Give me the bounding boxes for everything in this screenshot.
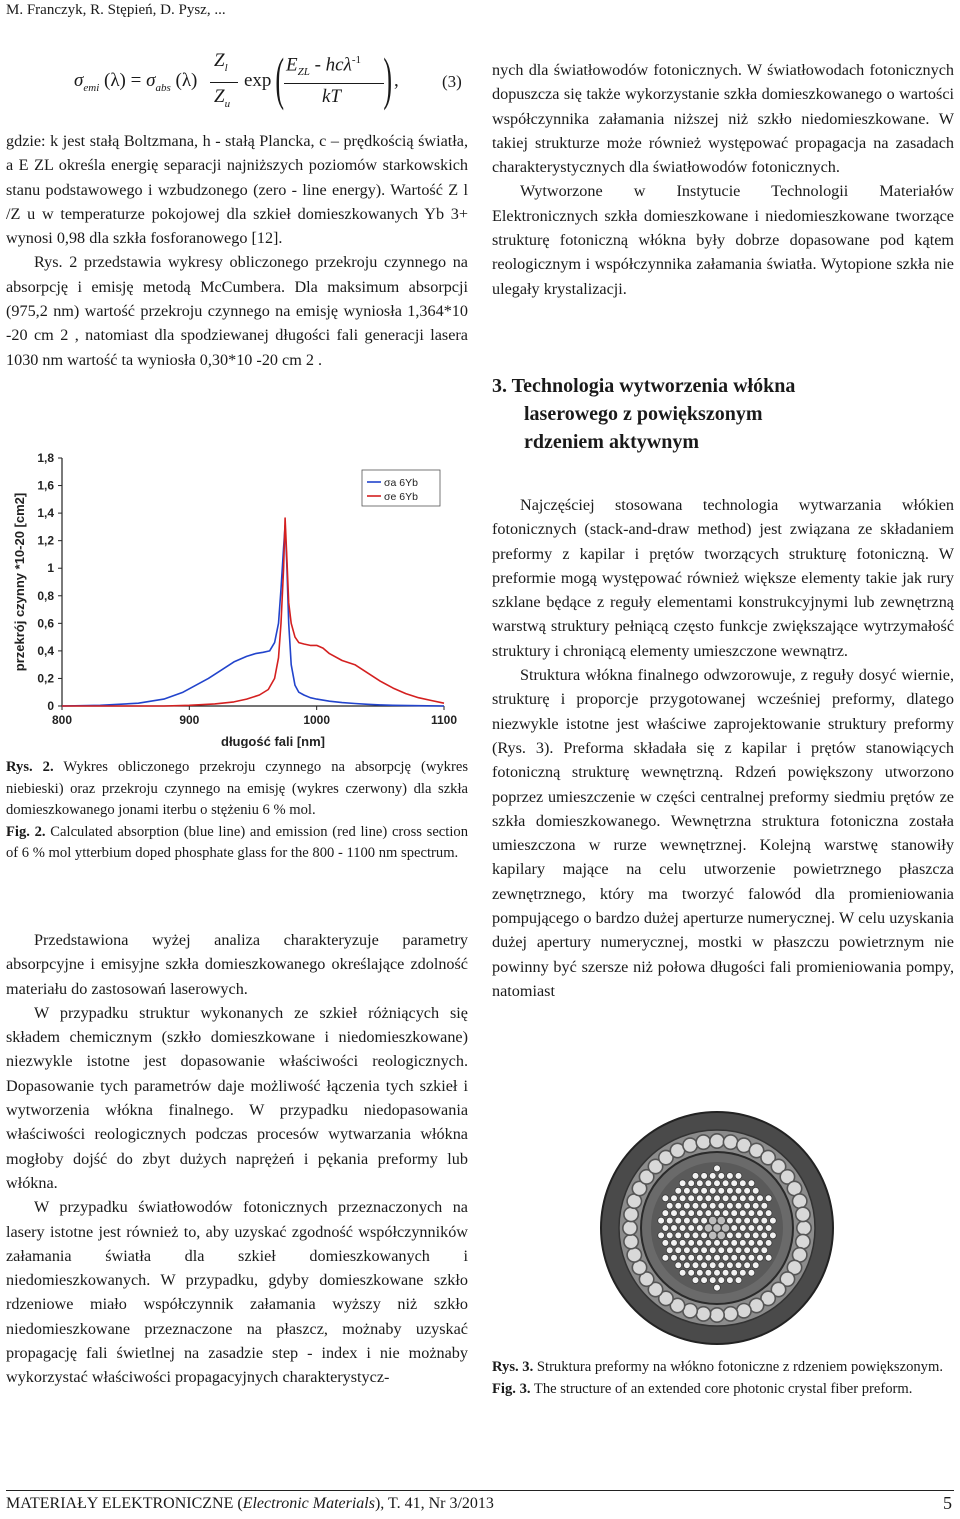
lattice-capillary [671,1254,678,1261]
right-column-top [492,58,954,301]
lattice-capillary [696,1254,703,1261]
figure-3-text-pl: Struktura preformy na włókno fotoniczne z rdzeniem powiększonym. [536,1359,943,1375]
lattice-capillary [679,1210,686,1217]
right-paragraph-4: Struktura włókna finalnego odwzorowuje, z reguły dosyć wiernie, strukturę i proporcje przygotowanej wcześniej preformy, dlatego niezwykle istotne jest właściwe zaprojektowanie struktury preformy (Rys. 3). Preforma składała się z kapilar i prętów stanowiących fotoniczną strukturę wewnętrzną. Rdzeń powiększony utworzono poprzez umieszczenie w części centralnej preformy siedmiu prętów ze szkła domieszkowanego. Wewnętrzna struktura fotoniczna została umieszczona w rurze wewnętrznej. Kolejną warstwę stanowiły kapilary mające na celu utworzenie powietrznego płaszcza zewnętrznego, który ma tworzyć falowód dla promieniowania pompującego o bardzo dużej aperturze numerycznej. W celu uzyskania dużej apertury numerycznej, mostki w płaszczu powietrznym nie powinny być szersze niż połowa długości fali promieniowania pompy, natomiast [492,666,954,1000]
air-capillary [696,1307,710,1321]
footer-page-number: 5 [943,1493,952,1513]
series-line-emission [62,518,444,706]
figure-3-preform-image [532,1108,902,1348]
section-heading-line-1: 3. Technologia wytworzenia włókna [492,375,796,397]
air-capillary [796,1234,810,1248]
lattice-capillary [709,1187,716,1194]
lattice-capillary [701,1187,708,1194]
lattice-capillary [671,1225,678,1232]
lattice-capillary [748,1210,755,1217]
lattice-capillary [696,1225,703,1232]
lattice-capillary [666,1202,673,1209]
lattice-capillary [666,1247,673,1254]
air-capillary [793,1194,807,1208]
left-column-top [6,129,468,372]
core-rod [717,1216,725,1224]
lattice-capillary [761,1247,768,1254]
lattice-capillary [701,1173,708,1180]
lattice-capillary [718,1187,725,1194]
lattice-capillary [658,1232,665,1239]
lattice-capillary [727,1202,734,1209]
figure-2-caption-en [6,822,468,865]
lattice-capillary [722,1254,729,1261]
lattice-capillary [718,1277,725,1284]
air-capillary [797,1221,811,1235]
lattice-capillary [735,1277,742,1284]
equation-3 [30,46,470,124]
lattice-capillary [662,1240,669,1247]
lattice-capillary [696,1180,703,1187]
lattice-capillary [722,1195,729,1202]
lattice-capillary [696,1210,703,1217]
lattice-capillary [748,1240,755,1247]
y-tick-label: 0,2 [37,671,54,686]
y-tick-label: 1,6 [37,478,54,493]
lattice-capillary [671,1210,678,1217]
lattice-capillary [705,1180,712,1187]
lattice-capillary [757,1254,764,1261]
lattice-capillary [727,1217,734,1224]
lattice-capillary [679,1195,686,1202]
lattice-capillary [662,1195,669,1202]
air-capillary [683,1138,697,1152]
lattice-capillary [692,1232,699,1239]
lattice-capillary [709,1277,716,1284]
lattice-capillary [709,1262,716,1269]
x-axis-label: długość fali [nm] [221,734,325,748]
figure-3-label-pl: Rys. 3. [492,1359,534,1375]
lattice-capillary [709,1202,716,1209]
lattice-capillary [688,1240,695,1247]
lattice-capillary [739,1195,746,1202]
air-capillary [796,1207,810,1221]
eq-frac1-den-sub: u [224,97,231,110]
lattice-capillary [752,1217,759,1224]
lattice-capillary [718,1173,725,1180]
air-capillary [623,1221,637,1235]
air-capillary [627,1248,641,1262]
left-paragraph-5: W przypadku światłowodów fotonicznych przeznaczonych na lasery istotne jest również to, aby uzyskać zgodność współczynników załamania światła dla szkieł domieszkowanych i niedomieszkowanych. W przypadku, gdyby domieszkowane szkło rdzeniowe miało współczynnik załamania wyższy niż szkło niedomieszkowane przeznaczone na płaszcz, możnaby uzyskać propagację fali świetlnej na zasadzie step - index i nie możnaby wykorzystać właściwości propagacyjnych charakterystycz- [6,1198,468,1387]
right-paragraph-2: Wytworzone w Instytucie Technologii Materiałów Elektronicznych szkła domieszkowane i niedomieszkowane tworzące strukturę fotoniczną włókna były dobrze dopasowane pod kątem reologicznym i współczynnika załamania światła. Wytopione szkła nie ulegały krystalizacji. [492,182,954,298]
figure-2-text-en: Calculated absorption (blue line) and emission (red line) cross section of 6 % mol ytterbium doped phosphate glass for the 800 - 1100 nm spectrum. [6,823,468,861]
lattice-capillary [684,1232,691,1239]
lattice-capillary [714,1240,721,1247]
core-rod [709,1216,717,1224]
lattice-capillary [718,1247,725,1254]
lattice-capillary [722,1180,729,1187]
lattice-capillary [735,1247,742,1254]
lattice-capillary [757,1240,764,1247]
series-line-absorption [62,526,444,707]
lattice-capillary [735,1232,742,1239]
lattice-capillary [684,1187,691,1194]
footer-journal [6,1495,494,1513]
figure-2-label-pl: Rys. 2. [6,759,54,775]
eq-sigma-abs-sub: abs [155,81,171,94]
lattice-capillary [705,1195,712,1202]
core-rod [713,1224,721,1232]
left-paragraph-4: W przypadku struktur wykonanych ze szkieł różniących się składem chemicznym (szkło domieszkowane i niedomieszkowane) niezwykle istotne jest dopasowanie właściwości reologicznych. Dopasowanie tych parametrów daje możliwość łączenia tych szkieł i wytworzenia włókna finalnego. W przypadku niedopasowania właściwości reologicznych podczas procesów wytwarzania włókna mogłoby dojść do zbyt dużych naprężeń i pękania preformy lub włókna. [6,1003,468,1192]
lattice-capillary [714,1195,721,1202]
lattice-capillary [692,1187,699,1194]
eq-frac2-e-sub: ZL [297,66,310,79]
lattice-capillary [752,1187,759,1194]
lattice-capillary [692,1173,699,1180]
lattice-capillary [688,1269,695,1276]
lattice-capillary [666,1232,673,1239]
y-tick-label: 0,6 [37,616,54,631]
left-paragraph-3: Przedstawiona wyżej analiza charakteryzuje parametry absorpcyjne i emisyjne szkła domieszkowanego określające zdolność materiału do zastosowań laserowych. [6,931,468,998]
lattice-capillary [701,1262,708,1269]
lattice-capillary [722,1240,729,1247]
lattice-capillary [679,1269,686,1276]
lattice-capillary [739,1180,746,1187]
lattice-capillary [735,1187,742,1194]
core-rod [704,1224,712,1232]
section-heading-line-3: rdzeniem aktywnym [524,431,699,453]
x-tick-label: 1100 [430,713,458,727]
lattice-capillary [684,1247,691,1254]
lattice-capillary [735,1262,742,1269]
left-paragraph-2: Rys. 2 przedstawia wykresy obliczonego przekroju czynnego na absorpcję i emisję metodą McCumbera. Dla maksimum absorpcji (975,2 nm) wartość przekroju czynnego na emisję wyniosła 1,364*10 -20 cm 2 , natomiast dla spodziewanej długości fali generacji lasera 1030 nm wartość ta wyniosła 0,30*10 -20 cm 2 . [6,253,468,369]
x-tick-label: 800 [51,713,73,727]
lattice-capillary [744,1202,751,1209]
lattice-capillary [692,1262,699,1269]
lattice-capillary [731,1269,738,1276]
lattice-capillary [679,1254,686,1261]
lattice-capillary [696,1269,703,1276]
lattice-capillary [688,1254,695,1261]
lattice-capillary [701,1217,708,1224]
lattice-capillary [744,1247,751,1254]
lattice-capillary [739,1210,746,1217]
lattice-capillary [731,1195,738,1202]
lattice-capillary [735,1173,742,1180]
air-capillary [710,1308,724,1322]
eq-equals: = [130,70,142,91]
lattice-capillary [761,1217,768,1224]
core-rod [717,1231,725,1239]
legend-label-emission: σe 6Yb [384,491,418,503]
figure-3-caption-pl [492,1357,954,1379]
lattice-capillary [714,1165,721,1172]
footer-journal-italic: Electronic Materials [242,1495,375,1512]
lattice-capillary [739,1254,746,1261]
left-column-bottom [6,928,468,1390]
lattice-capillary [692,1217,699,1224]
lattice-capillary [705,1269,712,1276]
figure-3-text-en: The structure of an extended core photonic crystal fiber preform. [533,1380,913,1397]
lattice-capillary [752,1232,759,1239]
air-capillary [624,1234,638,1248]
lattice-capillary [744,1262,751,1269]
lattice-capillary [701,1247,708,1254]
lattice-capillary [727,1187,734,1194]
lattice-capillary [744,1217,751,1224]
lattice-capillary [671,1240,678,1247]
lattice-capillary [705,1254,712,1261]
lattice-capillary [701,1202,708,1209]
eq-frac1-bar [210,82,238,83]
eq-frac1-den: Z [214,86,225,107]
lattice-capillary [688,1180,695,1187]
x-tick-label: 1000 [303,713,331,727]
lattice-capillary [722,1210,729,1217]
right-paragraph-1: nych dla światłowodów fotonicznych. W światłowodach fotonicznych dopuszcza się także wykorzystanie szkła domieszkowanego o wartości współczynnika załamania niższej niż szkło niedomieszkowane. W takiej strukturze może również występować propagacja na zasadach charakterystycznych dla światłowodów fotonicznych. [492,61,954,177]
y-tick-label: 0,8 [37,588,54,603]
lattice-capillary [727,1173,734,1180]
lattice-capillary [727,1262,734,1269]
left-paragraph-1: gdzie: k jest stałą Boltzmana, h - stałą Plancka, c – prędkością światła, a E ZL określa energię separacji najniższych poziomów starkowskich stanu podstawowego i wzbudzonego (zero - line energy). Wartość Z l /Z u w temperaturze pokojowej dla szkieł domieszkowanych Yb 3+ wynosi 0,98 dla szkła fosforanowego [12]. [6,132,468,248]
lattice-capillary [692,1247,699,1254]
lattice-capillary [714,1284,721,1291]
lattice-capillary [739,1269,746,1276]
lattice-capillary [675,1202,682,1209]
lattice-capillary [688,1225,695,1232]
lattice-capillary [731,1210,738,1217]
lattice-capillary [748,1225,755,1232]
y-tick-label: 1,4 [37,506,54,521]
eq-frac2-den: kT [322,86,341,107]
lattice-capillary [709,1247,716,1254]
section-3-heading [492,372,954,456]
eq-frac2-hc: - hcλ [309,54,352,76]
lattice-capillary [662,1254,669,1261]
right-paragraph-3: Najczęściej stosowana technologia wytwarzania włókien fotonicznych (stack-and-draw method) jest związana ze składaniem preformy z kapilar i prętów tworzących strukturę fotoniczną. W preformie mogą występować również większe elementy takie jak rury szklane będące z reguły elementami konstrukcyjnymi lub zewnętrzną warstwą struktury pełniącą często funkcje zwiększające wytrzymałość struktury i chroniącą elementy umieszczone wewnątrz. [492,496,954,660]
air-capillary [723,1135,737,1149]
lattice-capillary [727,1232,734,1239]
lattice-capillary [752,1247,759,1254]
lattice-capillary [761,1232,768,1239]
eq-sigma-abs: σ [146,70,156,91]
eq-frac2-e: E [286,54,298,76]
air-capillary [723,1307,737,1321]
figure-2-label-en: Fig. 2. [6,823,46,840]
lattice-capillary [675,1232,682,1239]
lattice-capillary [718,1262,725,1269]
lattice-capillary [727,1277,734,1284]
lattice-capillary [705,1210,712,1217]
lattice-capillary [679,1225,686,1232]
air-capillary [737,1304,751,1318]
lattice-capillary [684,1217,691,1224]
footer-journal-a: MATERIAŁY ELEKTRONICZNE ( [6,1495,243,1512]
lattice-capillary [765,1210,772,1217]
core-rod [721,1224,729,1232]
lattice-capillary [714,1269,721,1276]
lattice-capillary [752,1262,759,1269]
eq-paren-close: ) [383,46,393,111]
y-tick-label: 1,8 [37,451,54,465]
right-column-body [492,493,954,1003]
lattice-capillary [662,1225,669,1232]
lattice-capillary [765,1254,772,1261]
lattice-capillary [714,1210,721,1217]
lattice-capillary [714,1180,721,1187]
lattice-capillary [696,1195,703,1202]
lattice-capillary [658,1217,665,1224]
lattice-capillary [688,1195,695,1202]
lattice-capillary [735,1217,742,1224]
lattice-capillary [696,1240,703,1247]
legend-label-absorption: σa 6Yb [384,477,418,489]
lattice-capillary [765,1225,772,1232]
eq-frac2-bar [284,83,384,84]
footer-journal-b: ), T. 41, Nr 3/2013 [374,1495,494,1512]
lattice-capillary [731,1254,738,1261]
lattice-capillary [705,1240,712,1247]
y-tick-label: 1,2 [37,533,54,548]
air-capillary [624,1207,638,1221]
y-tick-label: 0,4 [37,643,54,658]
lattice-capillary [761,1202,768,1209]
lattice-capillary [671,1195,678,1202]
lattice-capillary [675,1262,682,1269]
lattice-capillary [770,1217,777,1224]
lattice-capillary [718,1202,725,1209]
lattice-capillary [748,1269,755,1276]
lattice-capillary [688,1210,695,1217]
figure-2-captions [6,757,468,865]
lattice-capillary [748,1195,755,1202]
lattice-capillary [731,1240,738,1247]
lattice-capillary [692,1202,699,1209]
figure-2-caption-pl [6,757,468,822]
lattice-capillary [709,1173,716,1180]
air-capillary [696,1135,710,1149]
lattice-capillary [666,1217,673,1224]
core-rod [709,1231,717,1239]
lattice-capillary [765,1240,772,1247]
air-capillary [710,1134,724,1148]
figure-2-text-pl: Wykres obliczonego przekroju czynnego na absorpcję (wykres niebieski) oraz przekroju czynnego na emisję (wykres czerwony) dla szkła domieszkowanego jonami iterbu o stężeniu 6 % mol. [6,759,468,818]
y-tick-label: 0 [47,699,54,713]
lattice-capillary [748,1180,755,1187]
figure-3-caption-en [492,1379,954,1401]
lattice-capillary [731,1225,738,1232]
lattice-capillary [675,1217,682,1224]
eq-frac1-num: Z [214,50,225,71]
eq-frac1-num-sub: l [224,61,228,74]
lattice-capillary [739,1225,746,1232]
y-tick-label: 1 [47,561,54,576]
lattice-capillary [731,1180,738,1187]
lattice-capillary [662,1210,669,1217]
eq-comma: , [394,70,399,91]
lattice-capillary [757,1210,764,1217]
lattice-capillary [679,1240,686,1247]
lattice-capillary [727,1247,734,1254]
eq-paren-open: ( [275,46,285,111]
lattice-capillary [714,1254,721,1261]
lattice-capillary [679,1180,686,1187]
figure-2-chart [10,448,480,748]
lattice-capillary [757,1195,764,1202]
x-tick-label: 900 [179,713,200,727]
lattice-capillary [748,1254,755,1261]
lattice-capillary [684,1262,691,1269]
lattice-capillary [752,1202,759,1209]
eq-exp: exp [244,70,272,91]
section-heading-line-2: laserowego z powiększonym [524,403,763,425]
lattice-capillary [675,1187,682,1194]
lattice-capillary [692,1277,699,1284]
lattice-capillary [701,1232,708,1239]
lattice-capillary [675,1247,682,1254]
lattice-capillary [684,1202,691,1209]
eq-frac2-sup: -1 [351,54,362,66]
lattice-capillary [744,1187,751,1194]
figure-3-captions [492,1357,954,1400]
lattice-capillary [757,1225,764,1232]
lattice-capillary [735,1202,742,1209]
eq-lambda-2: (λ) [175,70,198,91]
lattice-capillary [765,1195,772,1202]
footer-rule [6,1490,954,1491]
y-axis-label: przekrój czynny *10-20 [cm2] [12,492,27,672]
lattice-capillary [722,1269,729,1276]
eq-number: (3) [442,72,462,91]
figure-3-label-en: Fig. 3. [492,1380,531,1397]
lattice-capillary [770,1232,777,1239]
lattice-capillary [701,1277,708,1284]
eq-sigma-emi-sub: emi [83,81,100,94]
lattice-capillary [744,1232,751,1239]
page-header-authors: M. Franczyk, R. Stępień, D. Pysz, ... [6,2,226,18]
eq-sigma-emi: σ [74,70,84,91]
eq-lambda-1: (λ) [104,70,126,91]
lattice-capillary [739,1240,746,1247]
